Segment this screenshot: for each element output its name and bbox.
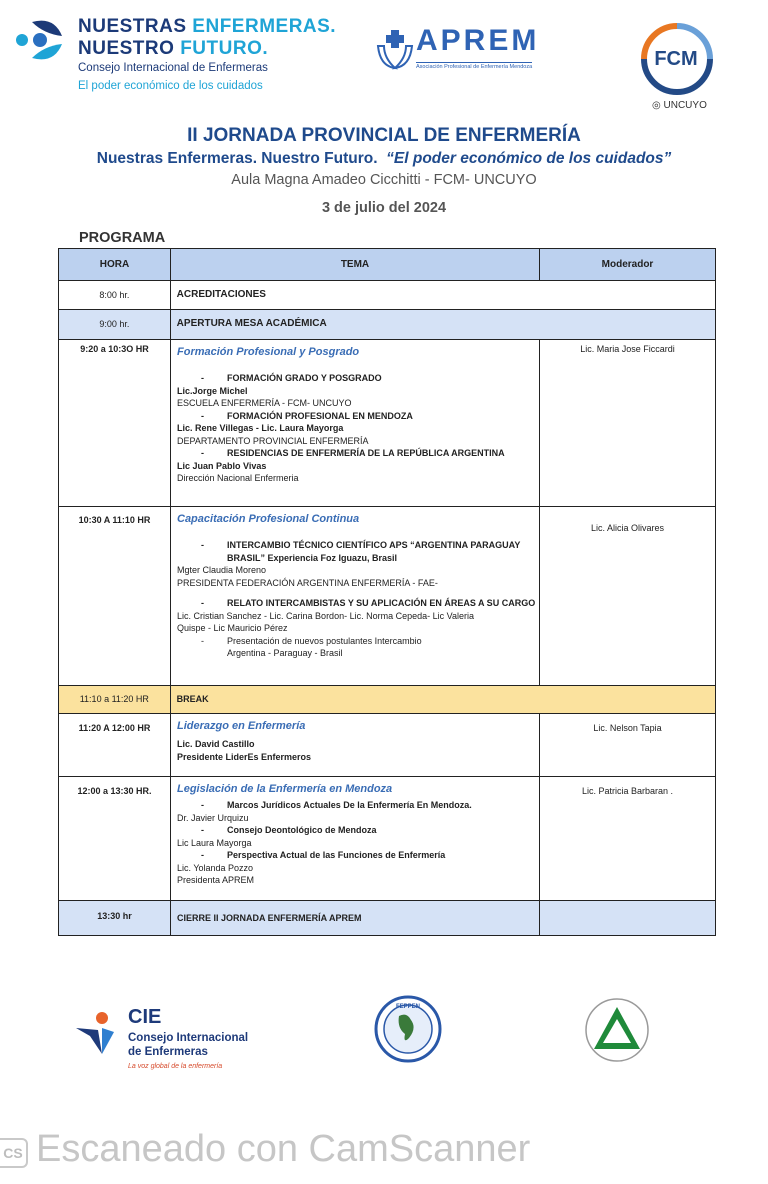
- topic-item: - Consejo Deontológico de Mendoza: [201, 825, 377, 835]
- moderador-cell: Lic. Alicia Olivares: [590, 523, 665, 533]
- tema-cell: [171, 340, 540, 506]
- topic-item: - RELATO INTERCAMBISTAS Y SU APLICACIÓN EN ÁREAS A SU CARGO: [201, 598, 536, 608]
- hora-cell: 11:10 a 11:20 HR: [59, 686, 171, 713]
- table-header-row: [58, 248, 716, 281]
- section-title: Legislación de la Enfermería en Mendoza: [177, 783, 393, 795]
- feppen-seal-icon: [373, 994, 443, 1064]
- speakers-cont: Quispe - Lic Mauricio Pérez: [177, 623, 288, 633]
- cie-slogan: La voz global de la enfermería: [128, 1063, 223, 1070]
- topic-item: - Perspectiva Actual de las Funciones de Enfermería: [201, 850, 446, 860]
- tema-cell: BREAK: [176, 694, 209, 704]
- topic-item: - FORMACIÓN PROFESIONAL EN MENDOZA: [201, 410, 413, 421]
- table-row-liderazgo: [58, 714, 716, 777]
- logo-nuestras-enfermeras: [14, 10, 354, 96]
- hora-cell: 9:20 a 10:3O HR: [59, 340, 171, 506]
- logo-left-line1: NUESTRAS ENFERMERAS.: [78, 16, 337, 37]
- topic-item: - Marcos Jurídicos Actuales De la Enfermería En Mendoza.: [201, 800, 472, 810]
- logo-left-subtitle: Consejo Internacional de Enfermeras: [78, 62, 268, 74]
- table-row-legislacion: [58, 777, 716, 901]
- hora-cell: 11:20 A 12:00 HR: [59, 714, 171, 776]
- logo-left-slogan: El poder económico de los cuidados: [78, 80, 263, 92]
- tema-cell: [171, 777, 540, 900]
- topic-item: - FORMACIÓN GRADO Y POSGRADO: [201, 373, 382, 383]
- affiliation: Dirección Nacional Enfermeria: [177, 473, 299, 483]
- topic-item-cont: BRASIL” Experiencia Foz Iguazu, Brasil: [227, 552, 398, 563]
- moderador-cell: [540, 901, 715, 935]
- topic-item-cont: Argentina - Paraguay - Brasil: [227, 648, 343, 658]
- topic-item: - RESIDENCIAS DE ENFERMERÍA DE LA REPÚBLICA ARGENTINA: [201, 448, 505, 458]
- speaker: Dr. Javier Urquizu: [177, 812, 249, 823]
- triangle-seal-icon: [584, 997, 650, 1063]
- table-row-break: [58, 686, 716, 714]
- aprem-subtitle: Asociación Profesional de Enfermería Mendoza: [416, 64, 533, 70]
- tema-cell: CIERRE II JORNADA ENFERMERÍA APREM: [171, 901, 540, 935]
- event-subtitle: Nuestras Enfermeras. Nuestro Futuro. “El poder económico de los cuidados”: [96, 150, 672, 167]
- logo-fcm: [640, 20, 720, 116]
- section-title: Formación Profesional y Posgrado: [177, 346, 360, 358]
- camscanner-watermark: [0, 1124, 768, 1174]
- speaker: Lic. David Castillo: [177, 739, 255, 749]
- table-row-formacion: [58, 340, 716, 507]
- affiliation: Presidenta APREM: [177, 875, 255, 885]
- feppen-label: FEPPEN: [395, 1004, 421, 1010]
- speaker: Lic. Yolanda Pozzo: [177, 862, 254, 873]
- uncuyo-label: ◎ UNCUYO: [652, 100, 707, 111]
- logo-aprem: [376, 24, 566, 78]
- hora-cell: 12:00 a 13:30 HR.: [59, 777, 171, 900]
- speaker: Lic Juan Pablo Vivas: [177, 460, 267, 471]
- aprem-name: APREM: [416, 24, 540, 57]
- logo-left-line2: NUESTRO FUTURO.: [78, 38, 269, 59]
- header-tema: TEMA: [171, 249, 540, 280]
- hora-cell: 8:00 hr.: [59, 281, 171, 309]
- hands-cross-icon: [376, 28, 414, 72]
- hora-cell: 13:30 hr: [59, 901, 171, 935]
- tema-cell: [171, 714, 540, 776]
- table-row-capacitacion: [58, 507, 716, 686]
- affiliation: ESCUELA ENFERMERÍA - FCM- UNCUYO: [177, 398, 352, 408]
- camscanner-text: Escaneado con CamScanner: [36, 1128, 531, 1170]
- program-table: [58, 248, 716, 936]
- moderador-cell: Lic. Nelson Tapia: [593, 723, 662, 733]
- tema-cell: ACREDITACIONES: [176, 289, 266, 300]
- speaker: Lic. Rene Villegas - Lic. Laura Mayorga: [177, 423, 344, 433]
- cie-acronym: CIE: [128, 1006, 162, 1028]
- speaker: Lic Laura Mayorga: [177, 837, 252, 848]
- speakers: Lic. Cristian Sanchez - Lic. Carina Bordon- Lic. Norma Cepeda- Lic Valeria: [177, 610, 474, 621]
- moderador-cell: Lic. Maria Jose Ficcardi: [580, 344, 675, 354]
- affiliation: Presidente LiderEs Enfermeros: [177, 751, 312, 762]
- topic-item: - Presentación de nuevos postulantes Intercambio: [201, 635, 422, 646]
- table-row-acreditaciones: [58, 281, 716, 310]
- table-row-cierre: [58, 901, 716, 936]
- affiliation: DEPARTAMENTO PROVINCIAL ENFERMERÍA: [177, 435, 369, 446]
- section-title: Capacitación Profesional Continua: [177, 513, 360, 525]
- header-hora: HORA: [59, 249, 171, 280]
- logo-cie: [72, 1006, 272, 1076]
- cie-name-line1: Consejo Internacional: [128, 1032, 249, 1044]
- header-moderador: Moderador: [601, 259, 654, 270]
- tema-cell: APERTURA MESA ACADÉMICA: [176, 318, 327, 329]
- moderador-cell: Lic. Patricia Barbaran .: [581, 786, 674, 796]
- speaker: Lic.Jorge Michel: [177, 385, 248, 396]
- hora-cell: 10:30 A 11:10 HR: [59, 507, 171, 685]
- fcm-name: FCM: [654, 48, 698, 70]
- speaker: Mgter Claudia Moreno: [177, 565, 267, 575]
- topic-item: - INTERCAMBIO TÉCNICO CIENTÍFICO APS “ARGENTINA PARAGUAY: [201, 540, 521, 550]
- event-date: 3 de julio del 2024: [321, 200, 447, 216]
- cie-name-line2: de Enfermeras: [128, 1046, 208, 1058]
- table-row-apertura: [58, 310, 716, 340]
- camscanner-icon: CS: [0, 1138, 28, 1168]
- tema-cell: [171, 507, 540, 685]
- event-title: II JORNADA PROVINCIAL DE ENFERMERÍA: [187, 125, 581, 146]
- event-venue: Aula Magna Amadeo Cicchitti - FCM- UNCUYO: [231, 172, 537, 188]
- cie-swirl-icon: [14, 12, 70, 68]
- cie-figure-icon: [72, 1010, 122, 1060]
- section-title: Liderazgo en Enfermería: [177, 720, 306, 732]
- affiliation: PRESIDENTA FEDERACIÓN ARGENTINA ENFERMERÍA - FAE-: [177, 577, 438, 588]
- hora-cell: 9:00 hr.: [59, 310, 171, 339]
- programa-heading: PROGRAMA: [79, 230, 166, 246]
